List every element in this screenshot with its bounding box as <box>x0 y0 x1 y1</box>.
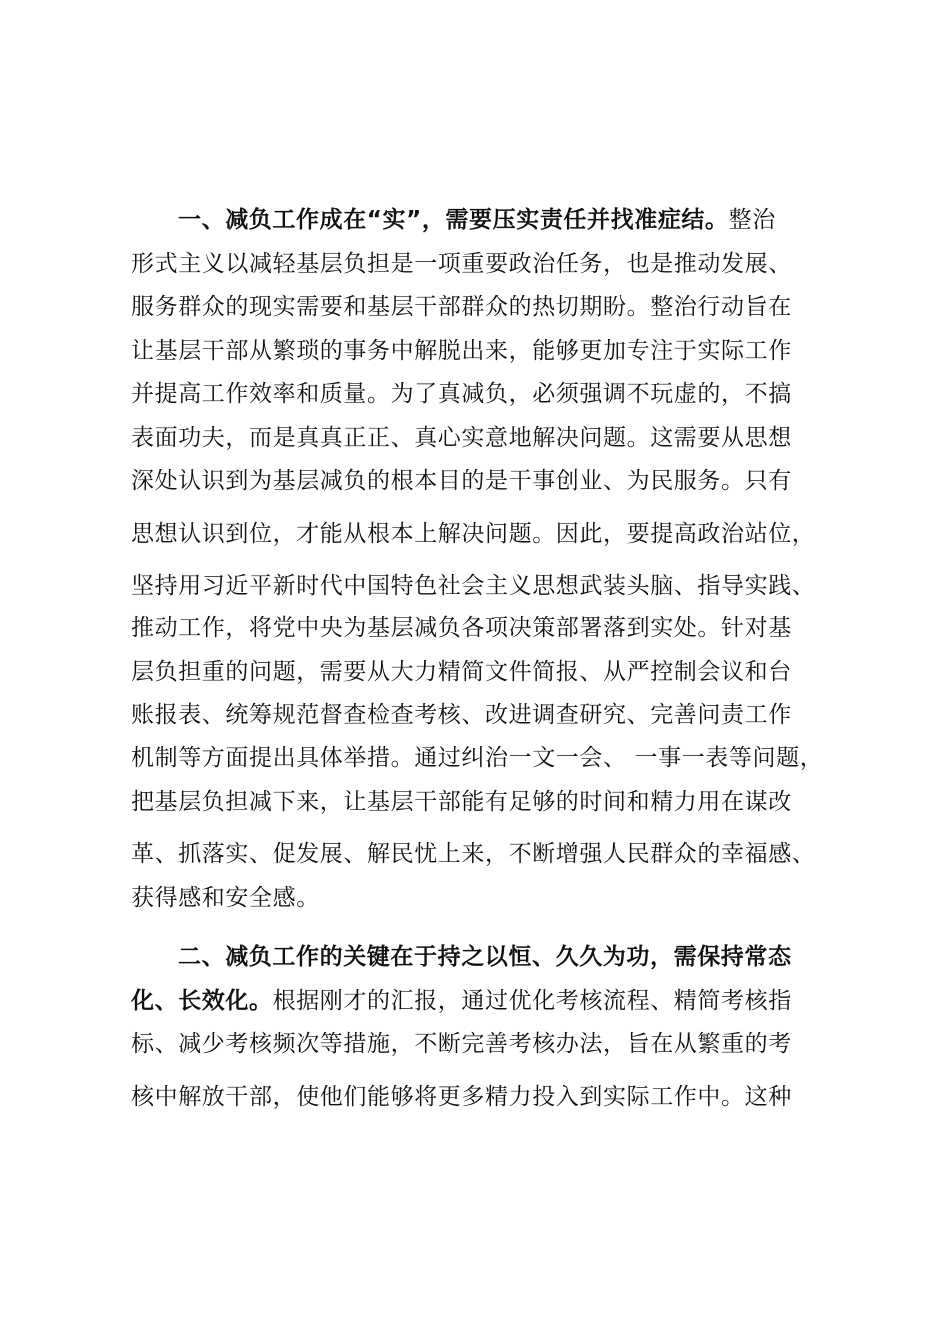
paragraph-1-line-1-tail: 整治 <box>728 207 776 233</box>
paragraph-1-line-2: 形式主义以减轻基层负担是一项重要政治任务，也是推动发展、 <box>131 251 792 277</box>
paragraph-2-line-4: 核中解放干部，使他们能够将更多精力投入到实际工作中。这种 <box>131 1084 792 1110</box>
paragraph-1-line-8: 思想认识到位，才能从根本上解决问题。因此，要提高政治站位， <box>131 521 816 547</box>
paragraph-1-line-15: 革、抓落实、促发展、解民忧上来，不断增强人民群众的幸福感、 <box>131 841 816 867</box>
paragraph-1-line-4: 让基层干部从繁琐的事务中解脱出来，能够更加专注于实际工作 <box>131 338 792 364</box>
paragraph-2-line-3: 标、减少考核频次等措施，不断完善考核办法，旨在从繁重的考 <box>131 1031 792 1057</box>
paragraph-1-line-12: 账报表、统筹规范督查检查考核、改进调查研究、完善问责工作 <box>131 702 792 728</box>
paragraph-2-line-2-tail: 根据刚才的汇报，通过优化考核流程、精简考核指 <box>272 988 792 1014</box>
paragraph-1-line-14: 把基层负担减下来，让基层干部能有足够的时间和精力用在谋改 <box>131 789 792 815</box>
paragraph-1-line-11: 层负担重的问题，需要从大力精简文件简报、从严控制会议和台 <box>131 659 792 685</box>
paragraph-1-line-10: 推动工作，将党中央为基层减负各项决策部署落到实处。针对基 <box>131 615 792 641</box>
paragraph-1-line-13: 机制等方面提出具体举措。通过纠治一文一会、 一事一表等问题， <box>131 745 824 771</box>
paragraph-1-line-9: 坚持用习近平新时代中国特色社会主义思想武装头脑、指导实践、 <box>131 573 816 599</box>
paragraph-1-line-16: 获得感和安全感。 <box>131 885 320 911</box>
paragraph-1-line-3: 服务群众的现实需要和基层干部群众的热切期盼。整治行动旨在 <box>131 294 792 320</box>
paragraph-1-heading: 一、减负工作成在“实”，需要压实责任并找准症结。 <box>178 207 729 233</box>
paragraph-1-line-6: 表面功夫，而是真真正正、真心实意地解决问题。这需要从思想 <box>131 425 792 451</box>
paragraph-1-line-1 <box>178 204 898 236</box>
paragraph-2-heading-line-1: 二、减负工作的关键在于持之以恒、久久为功，需保持常态 <box>178 944 792 970</box>
paragraph-1-line-7: 深处认识到为基层减负的根本目的是干事创业、为民服务。只有 <box>131 468 792 494</box>
paragraph-2-heading-line-2: 化、长效化。 <box>131 988 273 1014</box>
paragraph-1-line-5: 并提高工作效率和质量。为了真减负，必须强调不玩虚的，不搞 <box>131 381 792 407</box>
paragraph-2-line-2 <box>131 985 851 1017</box>
